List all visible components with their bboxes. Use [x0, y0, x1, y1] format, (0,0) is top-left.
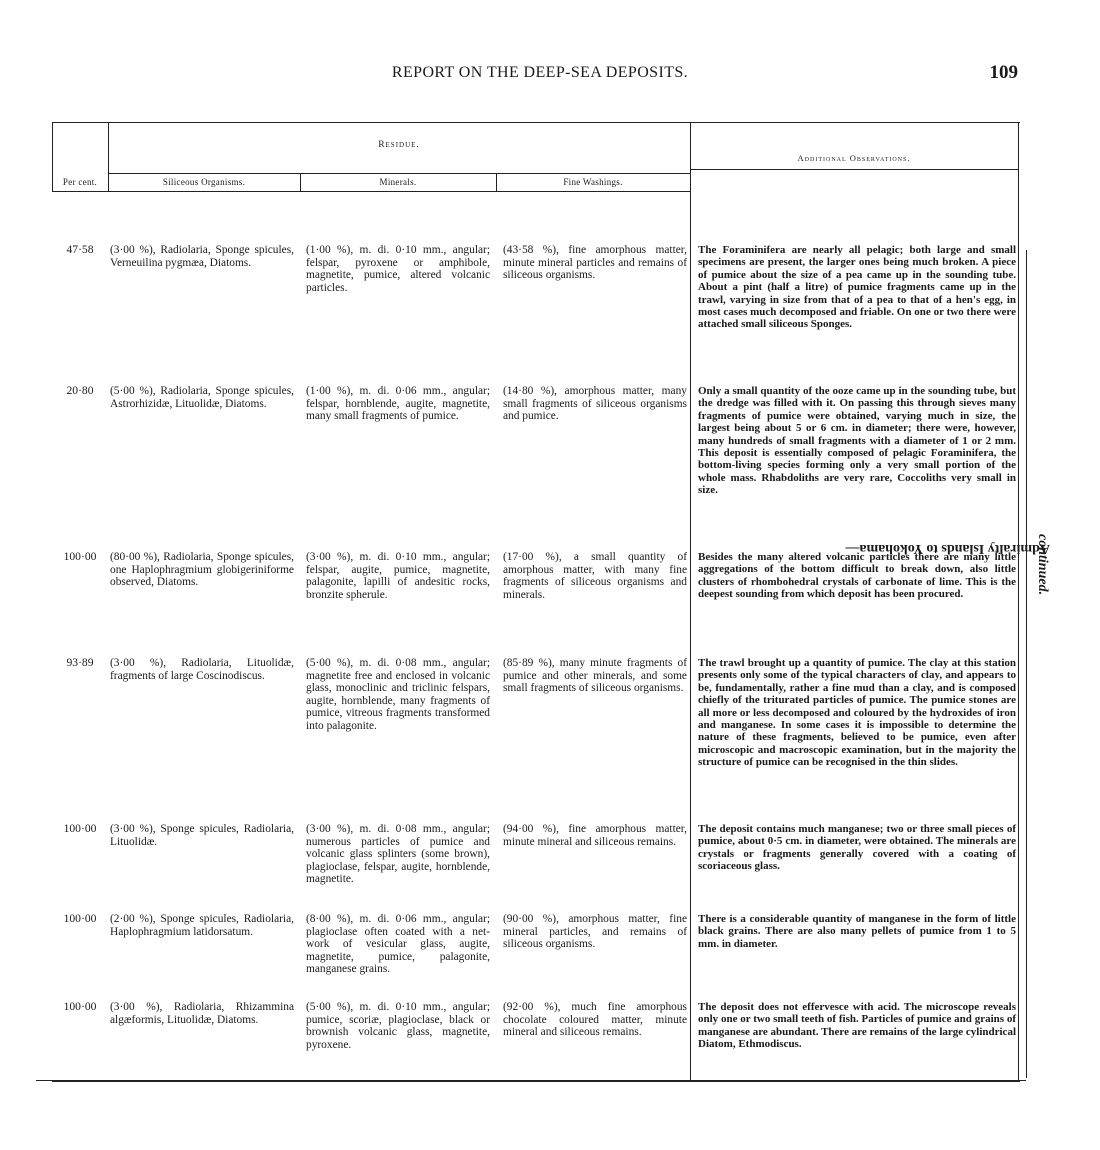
side-note-text: Admiralty Islands to Yokohama— — [845, 541, 1050, 556]
fine-washings-cell: (94·00 %), fine amorphous matter, minute mineral and siliceous remains. — [503, 823, 687, 848]
siliceous-cell: (2·00 %), Sponge spicules, Radiolaria, Haplophragmium latidorsatum. — [110, 913, 294, 938]
per-cent-value: 93·89 — [66, 656, 94, 669]
side-note-continued: continued. — [1035, 534, 1050, 596]
column-rule — [690, 123, 691, 1081]
siliceous-cell: (3·00 %), Radiolaria, Rhizammina algæformis, Lituolidæ, Diatoms. — [110, 1001, 294, 1026]
fine-washings-cell: (14·80 %), amorphous matter, many small fragments of siliceous organisms and pumice. — [503, 385, 687, 423]
fine-washings-header: Fine Washings. — [563, 177, 623, 187]
observations-cell: Only a small quantity of the ooze came up in the sounding tube, but the dredge was filled with it. On passing this through sieves many fragments of pumice were obtained, varying much in size, the largest being about 5 or 6 cm. in diameter; there were, however, many hundreds of small fragments with a diameter of 1 or 2 mm. This deposit is essentially composed of pelagic Foraminifera, the bottom-living species forming only a very small portion of the whole mass. Rhabdoliths are very rare, Coccoliths very small in size. — [698, 385, 1016, 497]
siliceous-cell: (5·00 %), Radiolaria, Sponge spicules, Astrorhizidæ, Lituolidæ, Diatoms. — [110, 385, 294, 410]
siliceous-header: Siliceous Organisms. — [162, 177, 246, 187]
observations-cell: There is a considerable quantity of manganese in the form of little black grains. There are also many pellets of pumice from 1 to 5 mm. in diameter. — [698, 913, 1016, 950]
per-cent-value: 100·00 — [63, 822, 97, 835]
page-number: 109 — [989, 62, 1018, 83]
station-bracket — [1018, 250, 1027, 1078]
per-cent-value: 100·00 — [63, 1000, 97, 1013]
obs-header-rule — [690, 169, 1018, 170]
minerals-cell: (1·00 %), m. di. 0·10 mm., angular; felspar, pyroxene or amphibole, magnetite, pumice, altered volcanic particles. — [306, 244, 490, 294]
header-rule — [52, 191, 690, 192]
fine-washings-cell: (90·00 %), amorphous matter, fine mineral particles, and remains of siliceous organisms. — [503, 913, 687, 951]
siliceous-cell: (3·00 %), Radiolaria, Sponge spicules, Verneuilina pygmæa, Diatoms. — [110, 244, 294, 269]
observations-header: Additional Observations. — [797, 153, 911, 163]
per-cent-value: 100·00 — [63, 912, 97, 925]
minerals-cell: (3·00 %), m. di. 0·08 mm., angular; numerous particles of pumice and volcanic glass splinters (some brown), plagioclase, felspar, augite, hornblende, magnetite. — [306, 823, 490, 886]
fine-washings-cell: (43·58 %), fine amorphous matter, minute mineral particles and remains of siliceous organisms. — [503, 244, 687, 282]
residue-header: Residue. — [378, 140, 420, 150]
minerals-cell: (5·00 %), m. di. 0·10 mm., angular; pumice, scoriæ, plagioclase, black or brownish volcanic glass, magnetite, pyroxene. — [306, 1001, 490, 1051]
bottom-rule — [36, 1080, 1026, 1081]
minerals-header: Minerals. — [379, 177, 417, 187]
observations-cell: The Foraminifera are nearly all pelagic; both large and small specimens are present, the larger ones being much broken. A piece of pumice about the size of a pea came up in the sounding tube. About a pint (half a litre) of pumice fragments came up in the trawl, varying in size from that of a pea to that of a hen's egg, in most cases much decomposed and friable. On one or two there were attached small siliceous Sponges. — [698, 244, 1016, 331]
minerals-cell: (8·00 %), m. di. 0·06 mm., angular; plagioclase often coated with a net-work of vesicular glass, augite, magnetite, pumice, palagonite, manganese grains. — [306, 913, 490, 976]
siliceous-cell: (3·00 %), Radiolaria, Lituolidæ, fragments of large Coscinodiscus. — [110, 657, 294, 682]
minerals-cell: (5·00 %), m. di. 0·08 mm., angular; magnetite free and enclosed in volcanic glass, monoclinic and triclinic felspars, augite, hornblende, many fragments of pumice, vitreous fragments transformed into palagonite. — [306, 657, 490, 732]
siliceous-cell: (80·00 %), Radiolaria, Sponge spicules, one Haplophragmium globigeriniforme observed, Diatoms. — [110, 551, 294, 589]
page-header — [0, 64, 1100, 88]
residue-rule — [108, 173, 690, 174]
per-cent-value: 47·58 — [66, 243, 94, 256]
minerals-cell: (1·00 %), m. di. 0·06 mm., angular; felspar, hornblende, augite, magnetite, many small fragments of pumice. — [306, 385, 490, 423]
per-cent-value: 100·00 — [63, 550, 97, 563]
fine-washings-cell: (17·00 %), a small quantity of amorphous matter, with many fine fragments of siliceous organisms and minerals. — [503, 551, 687, 601]
observations-cell: Besides the many altered volcanic particles there are many little aggregations of the bottom difficult to break down, also little clusters of rhombohedral crystals of carbonate of lime. This is the deepest sounding from which deposit has been procured. — [698, 551, 1016, 601]
fine-washings-cell: (85·89 %), many minute fragments of pumice and other minerals, and some small fragments of siliceous organisms. — [503, 657, 687, 695]
per-cent-value: 20·80 — [66, 384, 94, 397]
fine-washings-cell: (92·00 %), much fine amorphous chocolate coloured matter, minute mineral and siliceous remains. — [503, 1001, 687, 1039]
siliceous-cell: (3·00 %), Sponge spicules, Radiolaria, Lituolidæ. — [110, 823, 294, 848]
deposit-table — [52, 122, 1020, 1082]
observations-cell: The deposit contains much manganese; two or three small pieces of pumice, about 0·5 cm. in diameter, were obtained. The minerals are crystals or fragments generally covered with a coating of scoriaceous glass. — [698, 823, 1016, 873]
per-cent-header: Per cent. — [62, 177, 98, 187]
running-title: REPORT ON THE DEEP-SEA DEPOSITS. — [391, 64, 689, 81]
observations-cell: The deposit does not effervesce with acid. The microscope reveals only one or two small teeth of fish. Particles of pumice and grains of manganese are abundant. There are remains of the large cylindrical Diatom, Ethmodiscus. — [698, 1001, 1016, 1051]
observations-cell: The trawl brought up a quantity of pumice. The clay at this station presents only some of the typical characters of clay, and appears to be, fundamentally, rather a fine mud than a clay, and is composed chiefly of the triturated particles of pumice. The pumice stones are all more or less decomposed and coloured by the hydroxides of iron and manganese. In some cases it is impossible to determine the nature of these fragments, believed to be pumice, even after microscopic and macroscopic examination, but in the majority the structure of pumice can be recognised in the thin slides. — [698, 657, 1016, 769]
minerals-cell: (3·00 %), m. di. 0·10 mm., angular; felspar, augite, pumice, magnetite, palagonite, lapilli of andesitic rocks, bronzite spherule. — [306, 551, 490, 601]
